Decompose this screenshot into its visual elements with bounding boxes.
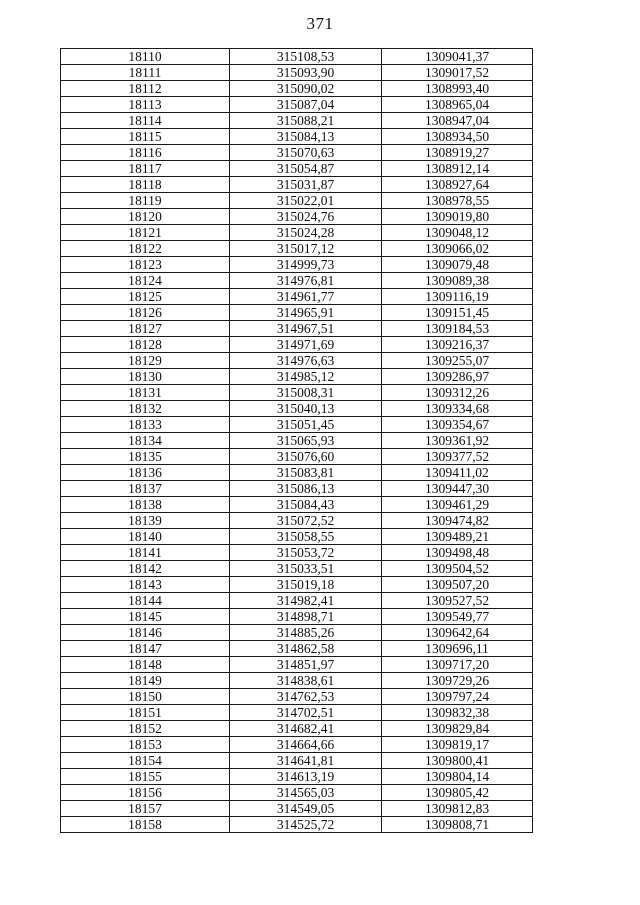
x-coordinate-cell: 315076,60: [230, 449, 382, 465]
x-coordinate-cell: 314838,61: [230, 673, 382, 689]
table-row: [61, 705, 533, 721]
point-number-cell: 18140: [61, 529, 230, 545]
table-row: [61, 289, 533, 305]
point-number-cell: 18157: [61, 801, 230, 817]
point-number-cell: 18115: [61, 129, 230, 145]
table-row: [61, 737, 533, 753]
y-coordinate-cell: 1308978,55: [382, 193, 533, 209]
y-coordinate-cell: 1309184,53: [382, 321, 533, 337]
y-coordinate-cell: 1309286,97: [382, 369, 533, 385]
x-coordinate-cell: 315090,02: [230, 81, 382, 97]
point-number-cell: 18132: [61, 401, 230, 417]
point-number-cell: 18128: [61, 337, 230, 353]
x-coordinate-cell: 314851,97: [230, 657, 382, 673]
table-row: [61, 129, 533, 145]
table-row: [61, 801, 533, 817]
table-row: [61, 497, 533, 513]
coordinates-table: [60, 48, 533, 833]
point-number-cell: 18141: [61, 545, 230, 561]
table-row: [61, 625, 533, 641]
y-coordinate-cell: 1309447,30: [382, 481, 533, 497]
x-coordinate-cell: 314965,91: [230, 305, 382, 321]
x-coordinate-cell: 315053,72: [230, 545, 382, 561]
y-coordinate-cell: 1309507,20: [382, 577, 533, 593]
y-coordinate-cell: 1309804,14: [382, 769, 533, 785]
x-coordinate-cell: 315024,76: [230, 209, 382, 225]
point-number-cell: 18153: [61, 737, 230, 753]
x-coordinate-cell: 315008,31: [230, 385, 382, 401]
x-coordinate-cell: 315033,51: [230, 561, 382, 577]
x-coordinate-cell: 314971,69: [230, 337, 382, 353]
y-coordinate-cell: 1309812,83: [382, 801, 533, 817]
y-coordinate-cell: 1309151,45: [382, 305, 533, 321]
table-row: [61, 433, 533, 449]
y-coordinate-cell: 1309549,77: [382, 609, 533, 625]
point-number-cell: 18136: [61, 465, 230, 481]
y-coordinate-cell: 1309832,38: [382, 705, 533, 721]
point-number-cell: 18154: [61, 753, 230, 769]
x-coordinate-cell: 314613,19: [230, 769, 382, 785]
table-row: [61, 593, 533, 609]
y-coordinate-cell: 1309089,38: [382, 273, 533, 289]
x-coordinate-cell: 315093,90: [230, 65, 382, 81]
y-coordinate-cell: 1309729,26: [382, 673, 533, 689]
y-coordinate-cell: 1309361,92: [382, 433, 533, 449]
x-coordinate-cell: 315084,13: [230, 129, 382, 145]
point-number-cell: 18125: [61, 289, 230, 305]
table-row: [61, 417, 533, 433]
table-row: [61, 673, 533, 689]
y-coordinate-cell: 1309377,52: [382, 449, 533, 465]
x-coordinate-cell: 315040,13: [230, 401, 382, 417]
table-row: [61, 353, 533, 369]
table-row: [61, 81, 533, 97]
table-row: [61, 513, 533, 529]
y-coordinate-cell: 1309829,84: [382, 721, 533, 737]
table-row: [61, 369, 533, 385]
table-row: [61, 145, 533, 161]
point-number-cell: 18156: [61, 785, 230, 801]
table-row: [61, 465, 533, 481]
y-coordinate-cell: 1309079,48: [382, 257, 533, 273]
x-coordinate-cell: 314702,51: [230, 705, 382, 721]
x-coordinate-cell: 315022,01: [230, 193, 382, 209]
table-row: [61, 65, 533, 81]
x-coordinate-cell: 314565,03: [230, 785, 382, 801]
point-number-cell: 18147: [61, 641, 230, 657]
y-coordinate-cell: 1309504,52: [382, 561, 533, 577]
y-coordinate-cell: 1308993,40: [382, 81, 533, 97]
point-number-cell: 18122: [61, 241, 230, 257]
point-number-cell: 18117: [61, 161, 230, 177]
y-coordinate-cell: 1309354,67: [382, 417, 533, 433]
y-coordinate-cell: 1309696,11: [382, 641, 533, 657]
point-number-cell: 18123: [61, 257, 230, 273]
table-row: [61, 49, 533, 65]
x-coordinate-cell: 315065,93: [230, 433, 382, 449]
y-coordinate-cell: 1309216,37: [382, 337, 533, 353]
table-row: [61, 657, 533, 673]
table-row: [61, 401, 533, 417]
y-coordinate-cell: 1309066,02: [382, 241, 533, 257]
table-row: [61, 257, 533, 273]
table-row: [61, 769, 533, 785]
point-number-cell: 18121: [61, 225, 230, 241]
x-coordinate-cell: 314664,66: [230, 737, 382, 753]
point-number-cell: 18155: [61, 769, 230, 785]
y-coordinate-cell: 1309717,20: [382, 657, 533, 673]
table-row: [61, 305, 533, 321]
table-row: [61, 753, 533, 769]
x-coordinate-cell: 315051,45: [230, 417, 382, 433]
x-coordinate-cell: 315072,52: [230, 513, 382, 529]
table-row: [61, 225, 533, 241]
table-row: [61, 193, 533, 209]
table-row: [61, 529, 533, 545]
y-coordinate-cell: 1309805,42: [382, 785, 533, 801]
x-coordinate-cell: 315054,87: [230, 161, 382, 177]
y-coordinate-cell: 1309527,52: [382, 593, 533, 609]
x-coordinate-cell: 315019,18: [230, 577, 382, 593]
point-number-cell: 18145: [61, 609, 230, 625]
table-row: [61, 689, 533, 705]
point-number-cell: 18138: [61, 497, 230, 513]
point-number-cell: 18124: [61, 273, 230, 289]
y-coordinate-cell: 1309411,02: [382, 465, 533, 481]
y-coordinate-cell: 1309312,26: [382, 385, 533, 401]
point-number-cell: 18127: [61, 321, 230, 337]
point-number-cell: 18114: [61, 113, 230, 129]
table-row: [61, 817, 533, 833]
x-coordinate-cell: 315017,12: [230, 241, 382, 257]
x-coordinate-cell: 314641,81: [230, 753, 382, 769]
point-number-cell: 18131: [61, 385, 230, 401]
point-number-cell: 18119: [61, 193, 230, 209]
table-row: [61, 161, 533, 177]
table-row: [61, 113, 533, 129]
x-coordinate-cell: 314976,81: [230, 273, 382, 289]
point-number-cell: 18110: [61, 49, 230, 65]
table-row: [61, 561, 533, 577]
table-row: [61, 577, 533, 593]
x-coordinate-cell: 315070,63: [230, 145, 382, 161]
x-coordinate-cell: 314976,63: [230, 353, 382, 369]
table-row: [61, 177, 533, 193]
point-number-cell: 18152: [61, 721, 230, 737]
y-coordinate-cell: 1309461,29: [382, 497, 533, 513]
point-number-cell: 18148: [61, 657, 230, 673]
table-row: [61, 321, 533, 337]
point-number-cell: 18143: [61, 577, 230, 593]
x-coordinate-cell: 314525,72: [230, 817, 382, 833]
table-row: [61, 609, 533, 625]
point-number-cell: 18112: [61, 81, 230, 97]
y-coordinate-cell: 1309642,64: [382, 625, 533, 641]
x-coordinate-cell: 314862,58: [230, 641, 382, 657]
x-coordinate-cell: 314762,53: [230, 689, 382, 705]
coordinates-table-body: [61, 49, 533, 833]
y-coordinate-cell: 1308934,50: [382, 129, 533, 145]
x-coordinate-cell: 314549,05: [230, 801, 382, 817]
x-coordinate-cell: 315024,28: [230, 225, 382, 241]
table-row: [61, 97, 533, 113]
point-number-cell: 18126: [61, 305, 230, 321]
x-coordinate-cell: 314898,71: [230, 609, 382, 625]
x-coordinate-cell: 314885,26: [230, 625, 382, 641]
point-number-cell: 18134: [61, 433, 230, 449]
y-coordinate-cell: 1309019,80: [382, 209, 533, 225]
point-number-cell: 18130: [61, 369, 230, 385]
y-coordinate-cell: 1309017,52: [382, 65, 533, 81]
table-row: [61, 481, 533, 497]
y-coordinate-cell: 1309489,21: [382, 529, 533, 545]
point-number-cell: 18135: [61, 449, 230, 465]
y-coordinate-cell: 1309255,07: [382, 353, 533, 369]
x-coordinate-cell: 315031,87: [230, 177, 382, 193]
x-coordinate-cell: 315083,81: [230, 465, 382, 481]
table-row: [61, 449, 533, 465]
point-number-cell: 18142: [61, 561, 230, 577]
y-coordinate-cell: 1308919,27: [382, 145, 533, 161]
x-coordinate-cell: 314682,41: [230, 721, 382, 737]
y-coordinate-cell: 1309041,37: [382, 49, 533, 65]
y-coordinate-cell: 1308912,14: [382, 161, 533, 177]
x-coordinate-cell: 315084,43: [230, 497, 382, 513]
point-number-cell: 18151: [61, 705, 230, 721]
point-number-cell: 18150: [61, 689, 230, 705]
table-row: [61, 545, 533, 561]
point-number-cell: 18137: [61, 481, 230, 497]
y-coordinate-cell: 1308965,04: [382, 97, 533, 113]
point-number-cell: 18118: [61, 177, 230, 193]
table-row: [61, 721, 533, 737]
y-coordinate-cell: 1309797,24: [382, 689, 533, 705]
point-number-cell: 18158: [61, 817, 230, 833]
x-coordinate-cell: 315108,53: [230, 49, 382, 65]
x-coordinate-cell: 315086,13: [230, 481, 382, 497]
y-coordinate-cell: 1308927,64: [382, 177, 533, 193]
x-coordinate-cell: 315087,04: [230, 97, 382, 113]
y-coordinate-cell: 1309048,12: [382, 225, 533, 241]
y-coordinate-cell: 1309819,17: [382, 737, 533, 753]
table-row: [61, 273, 533, 289]
table-row: [61, 209, 533, 225]
point-number-cell: 18149: [61, 673, 230, 689]
x-coordinate-cell: 315058,55: [230, 529, 382, 545]
table-row: [61, 241, 533, 257]
point-number-cell: 18144: [61, 593, 230, 609]
table-row: [61, 785, 533, 801]
point-number-cell: 18129: [61, 353, 230, 369]
x-coordinate-cell: 314967,51: [230, 321, 382, 337]
y-coordinate-cell: 1309808,71: [382, 817, 533, 833]
y-coordinate-cell: 1309116,19: [382, 289, 533, 305]
x-coordinate-cell: 314985,12: [230, 369, 382, 385]
point-number-cell: 18111: [61, 65, 230, 81]
table-row: [61, 337, 533, 353]
y-coordinate-cell: 1308947,04: [382, 113, 533, 129]
page-number: 371: [306, 14, 334, 33]
table-row: [61, 641, 533, 657]
y-coordinate-cell: 1309474,82: [382, 513, 533, 529]
y-coordinate-cell: 1309800,41: [382, 753, 533, 769]
y-coordinate-cell: 1309498,48: [382, 545, 533, 561]
point-number-cell: 18116: [61, 145, 230, 161]
point-number-cell: 18120: [61, 209, 230, 225]
point-number-cell: 18146: [61, 625, 230, 641]
x-coordinate-cell: 314982,41: [230, 593, 382, 609]
x-coordinate-cell: 314961,77: [230, 289, 382, 305]
point-number-cell: 18139: [61, 513, 230, 529]
point-number-cell: 18133: [61, 417, 230, 433]
table-row: [61, 385, 533, 401]
x-coordinate-cell: 315088,21: [230, 113, 382, 129]
y-coordinate-cell: 1309334,68: [382, 401, 533, 417]
x-coordinate-cell: 314999,73: [230, 257, 382, 273]
point-number-cell: 18113: [61, 97, 230, 113]
